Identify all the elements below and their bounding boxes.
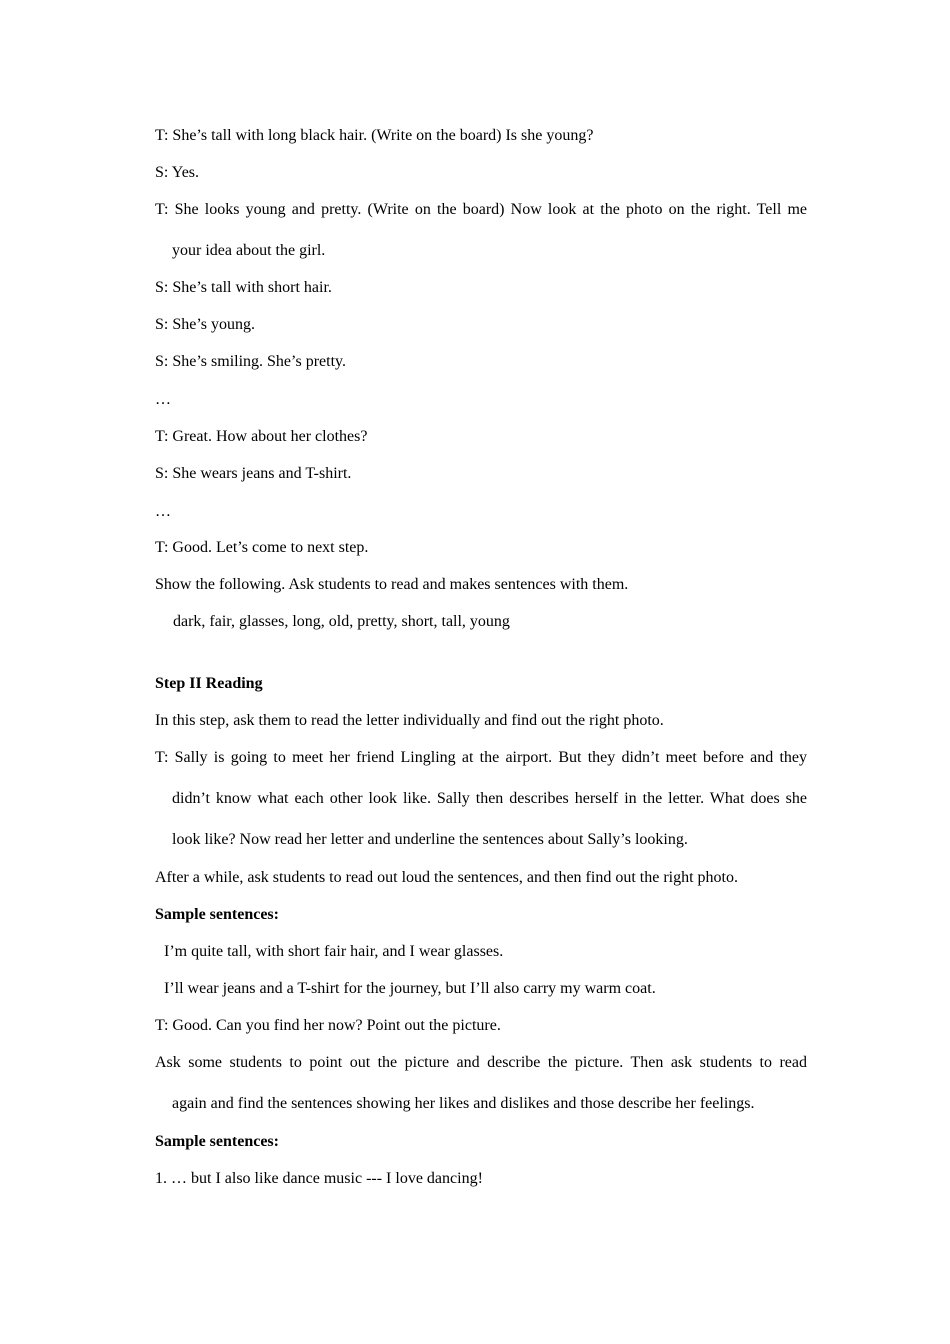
dialogue-line: T: Good. Can you find her now? Point out the picture. [155,1017,501,1034]
dialogue-line-continuation: your idea about the girl. [172,242,326,259]
sample-sentences-label: Sample sentences: [155,1133,279,1150]
word-list: dark, fair, glasses, long, old, pretty, short, tall, young [173,613,510,630]
dialogue-line-continuation: look like? Now read her letter and underline the sentences about Sally’s looking. [172,831,688,848]
sample-sentence: 1. … but I also like dance music --- I love dancing! [155,1170,483,1187]
dialogue-line: S: She’s young. [155,316,256,333]
dialogue-line-continuation: didn’t know what each other look like. Sally then describes herself in the letter. What does she [172,790,807,807]
sample-sentence: I’m quite tall, with short fair hair, and I wear glasses. [164,943,504,960]
dialogue-line: T: She’s tall with long black hair. (Write on the board) Is she young? [155,127,594,144]
sample-sentences-label: Sample sentences: [155,906,279,923]
dialogue-line: T: Good. Let’s come to next step. [155,539,369,556]
instruction-line: In this step, ask them to read the letter individually and find out the right photo. [155,712,664,729]
dialogue-line: S: She’s smiling. She’s pretty. [155,353,346,370]
instruction-line: Ask some students to point out the picture and describe the picture. Then ask students to read [155,1054,807,1071]
dialogue-line: S: Yes. [155,164,200,181]
section-heading: Step II Reading [155,675,263,692]
dialogue-line: S: She wears jeans and T-shirt. [155,465,352,482]
ellipsis-line: … [155,391,171,408]
sample-sentence: I’ll wear jeans and a T-shirt for the journey, but I’ll also carry my warm coat. [164,980,656,997]
instruction-line: Show the following. Ask students to read and makes sentences with them. [155,576,629,593]
ellipsis-line: … [155,503,171,520]
dialogue-line: T: Sally is going to meet her friend Lingling at the airport. But they didn’t meet before and they [155,749,807,766]
instruction-line-continuation: again and find the sentences showing her likes and dislikes and those describe her feelings. [172,1095,755,1112]
dialogue-line: T: Great. How about her clothes? [155,428,368,445]
dialogue-line: S: She’s tall with short hair. [155,279,332,296]
instruction-line: After a while, ask students to read out loud the sentences, and then find out the right photo. [155,869,738,886]
dialogue-line: T: She looks young and pretty. (Write on the board) Now look at the photo on the right. Tell me [155,201,807,218]
